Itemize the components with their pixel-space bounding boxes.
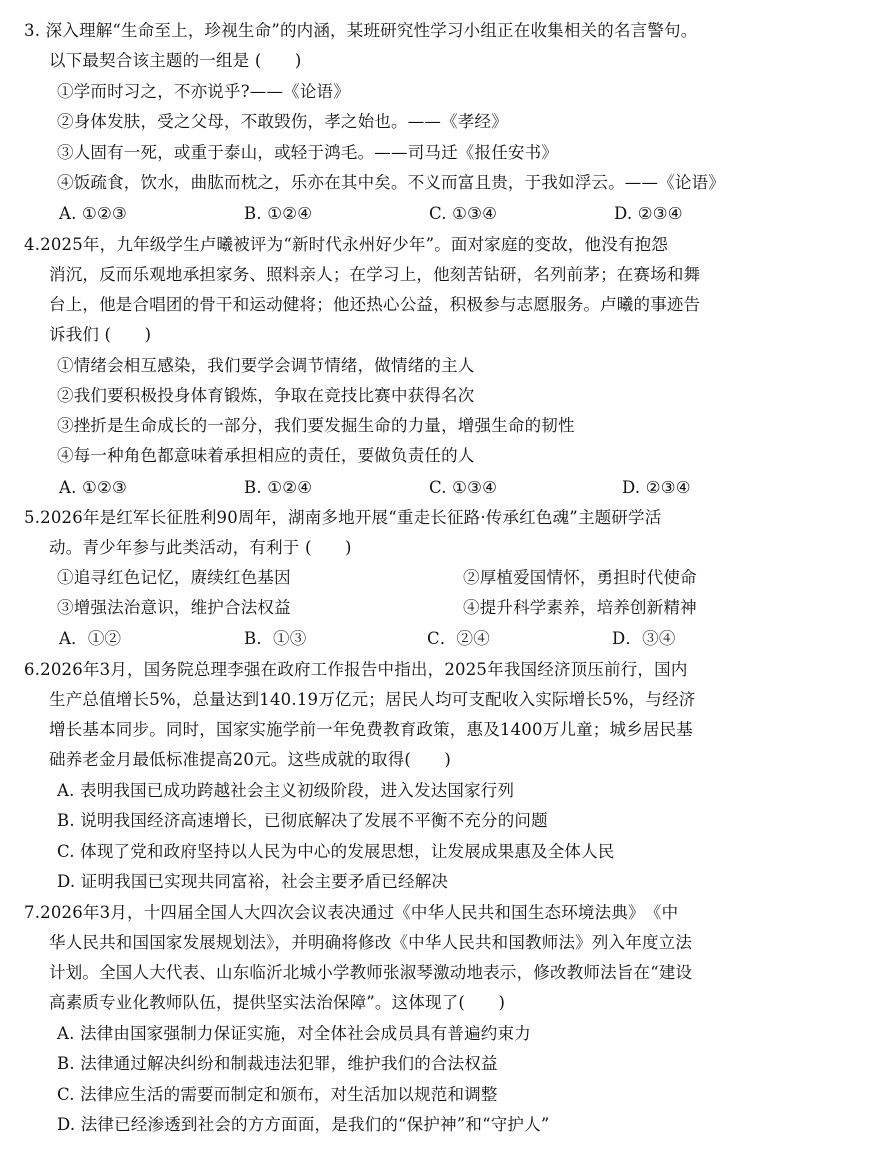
question-3-stem-line-1: 3. 深入理解“生命至上，珍视生命”的内涵，某班研究性学习小组正在收集相关的名言警句。 — [24, 21, 698, 40]
question-4-option-c[interactable]: C. ①③④ — [429, 478, 498, 497]
question-7-option-d[interactable]: D. 法律已经渗透到社会的方方面面，是我们的“保护神”和“守护人” — [57, 1115, 550, 1134]
question-4-statement-4: ④每一种角色都意味着承担相应的责任，要做负责任的人 — [57, 446, 475, 465]
question-4-stem-line-1: 4.2025年，九年级学生卢曦被评为“新时代永州好少年”。面对家庭的变故，他没有抱怨 — [24, 235, 669, 254]
question-3-statement-2: ②身体发肤，受之父母，不敢毁伤，孝之始也。——《孝经》 — [57, 112, 508, 131]
question-3-options — [0, 203, 872, 225]
question-3-statement-3: ③人固有一死，或重于泰山，或轻于鸿毛。——司马迁《报任安书》 — [57, 143, 558, 162]
question-6-option-d[interactable]: D. 证明我国已实现共同富裕，社会主要矛盾已经解决 — [57, 872, 449, 891]
question-4-option-b[interactable]: B. ①②④ — [244, 478, 313, 497]
question-4-option-a[interactable]: A. ①②③ — [59, 478, 127, 497]
question-6-stem-line-1: 6.2026年3月，国务院总理李强在政府工作报告中指出，2025年我国经济顶压前行，国内 — [24, 660, 688, 679]
question-7-stem-line-2: 华人民共和国国家发展规划法》，并明确将修改《中华人民共和国教师法》列入年度立法 — [49, 933, 693, 952]
question-3-option-b[interactable]: B. ①②④ — [244, 204, 313, 223]
question-7-option-b[interactable]: B. 法律通过解决纠纷和制裁违法犯罪，维护我们的合法权益 — [57, 1054, 498, 1073]
question-6-option-a[interactable]: A. 表明我国已成功跨越社会主义初级阶段，进入发达国家行列 — [57, 781, 515, 800]
question-4-stem-line-2: 消沉，反而乐观地承担家务、照料亲人；在学习上，他刻苦钻研，名列前茅；在赛场和舞 — [49, 265, 701, 284]
question-5-option-a[interactable]: A．①② — [59, 629, 122, 648]
question-4-statement-3: ③挫折是生命成长的一部分，我们要发掘生命的力量，增强生命的韧性 — [57, 416, 575, 435]
question-5-option-c[interactable]: C．②④ — [427, 629, 490, 648]
question-5-statements-row-1 — [0, 567, 872, 589]
question-5-stem-line-2: 动。青少年参与此类活动，有利于 ( ) — [49, 538, 352, 557]
question-6-option-c[interactable]: C. 体现了党和政府坚持以人民为中心的发展思想，让发展成果惠及全体人民 — [57, 842, 615, 861]
question-4-stem-line-3: 台上，他是合唱团的骨干和运动健将；他还热心公益，积极参与志愿服务。卢曦的事迹告 — [49, 295, 701, 314]
question-4-statement-1: ①情绪会相互感染，我们要学会调节情绪，做情绪的主人 — [57, 356, 475, 375]
question-5-statement-1: ①追寻红色记忆，赓续红色基因 — [57, 568, 291, 587]
question-5-options — [0, 628, 872, 650]
question-3-option-d[interactable]: D. ②③④ — [614, 204, 683, 223]
question-5-statement-2: ②厚植爱国情怀，勇担时代使命 — [463, 568, 697, 587]
question-7-stem-line-3: 计划。全国人大代表、山东临沂北城小学教师张淑琴激动地表示，修改教师法旨在“建设 — [49, 963, 693, 982]
question-4-statement-2: ②我们要积极投身体育锻炼，争取在竞技比赛中获得名次 — [57, 386, 475, 405]
question-3-stem-line-2: 以下最契合该主题的一组是 ( ) — [49, 51, 302, 70]
question-7-stem-line-4: 高素质专业化教师队伍，提供坚实法治保障”。这体现了( ) — [49, 993, 506, 1012]
question-3-statement-4: ④饭疏食，饮水，曲肱而枕之，乐亦在其中矣。不义而富且贵，于我如浮云。——《论语》 — [57, 173, 725, 192]
question-5-stem-line-1: 5.2026年是红军长征胜利90周年，湖南多地开展“重走长征路·传承红色魂”主题研学活 — [24, 508, 662, 527]
question-7-option-a[interactable]: A. 法律由国家强制力保证实施，对全体社会成员具有普遍约束力 — [57, 1024, 531, 1043]
question-3-option-a[interactable]: A. ①②③ — [59, 204, 127, 223]
question-5-statement-3: ③增强法治意识，维护合法权益 — [57, 598, 291, 617]
question-5-option-d[interactable]: D．③④ — [612, 629, 676, 648]
question-4-stem-line-4: 诉我们 ( ) — [49, 325, 152, 344]
question-7-option-c[interactable]: C. 法律应生活的需要而制定和颁布，对生活加以规范和调整 — [57, 1085, 498, 1104]
question-5-statement-4: ④提升科学素养，培养创新精神 — [463, 598, 697, 617]
question-5-statements-row-2 — [0, 597, 872, 619]
question-4-options — [0, 477, 872, 499]
question-6-option-b[interactable]: B. 说明我国经济高速增长，已彻底解决了发展不平衡不充分的问题 — [57, 811, 548, 830]
question-3-option-c[interactable]: C. ①③④ — [429, 204, 498, 223]
question-5-option-b[interactable]: B．①③ — [244, 629, 307, 648]
question-6-stem-line-4: 础养老金月最低标准提高20元。这些成就的取得( ) — [49, 750, 452, 769]
question-4-option-d[interactable]: D. ②③④ — [622, 478, 691, 497]
question-7-stem-line-1: 7.2026年3月，十四届全国人大四次会议表决通过《中华人民共和国生态环境法典》 《中 — [24, 903, 679, 922]
question-6-stem-line-2: 生产总值增长5%，总量达到140.19万亿元；居民人均可支配收入实际增长5%，与经济 — [49, 690, 696, 709]
question-3-statement-1: ①学而时习之，不亦说乎?——《论语》 — [57, 82, 350, 101]
question-6-stem-line-3: 增长基本同步。同时，国家实施学前一年免费教育政策，惠及1400万儿童；城乡居民基 — [49, 720, 693, 739]
